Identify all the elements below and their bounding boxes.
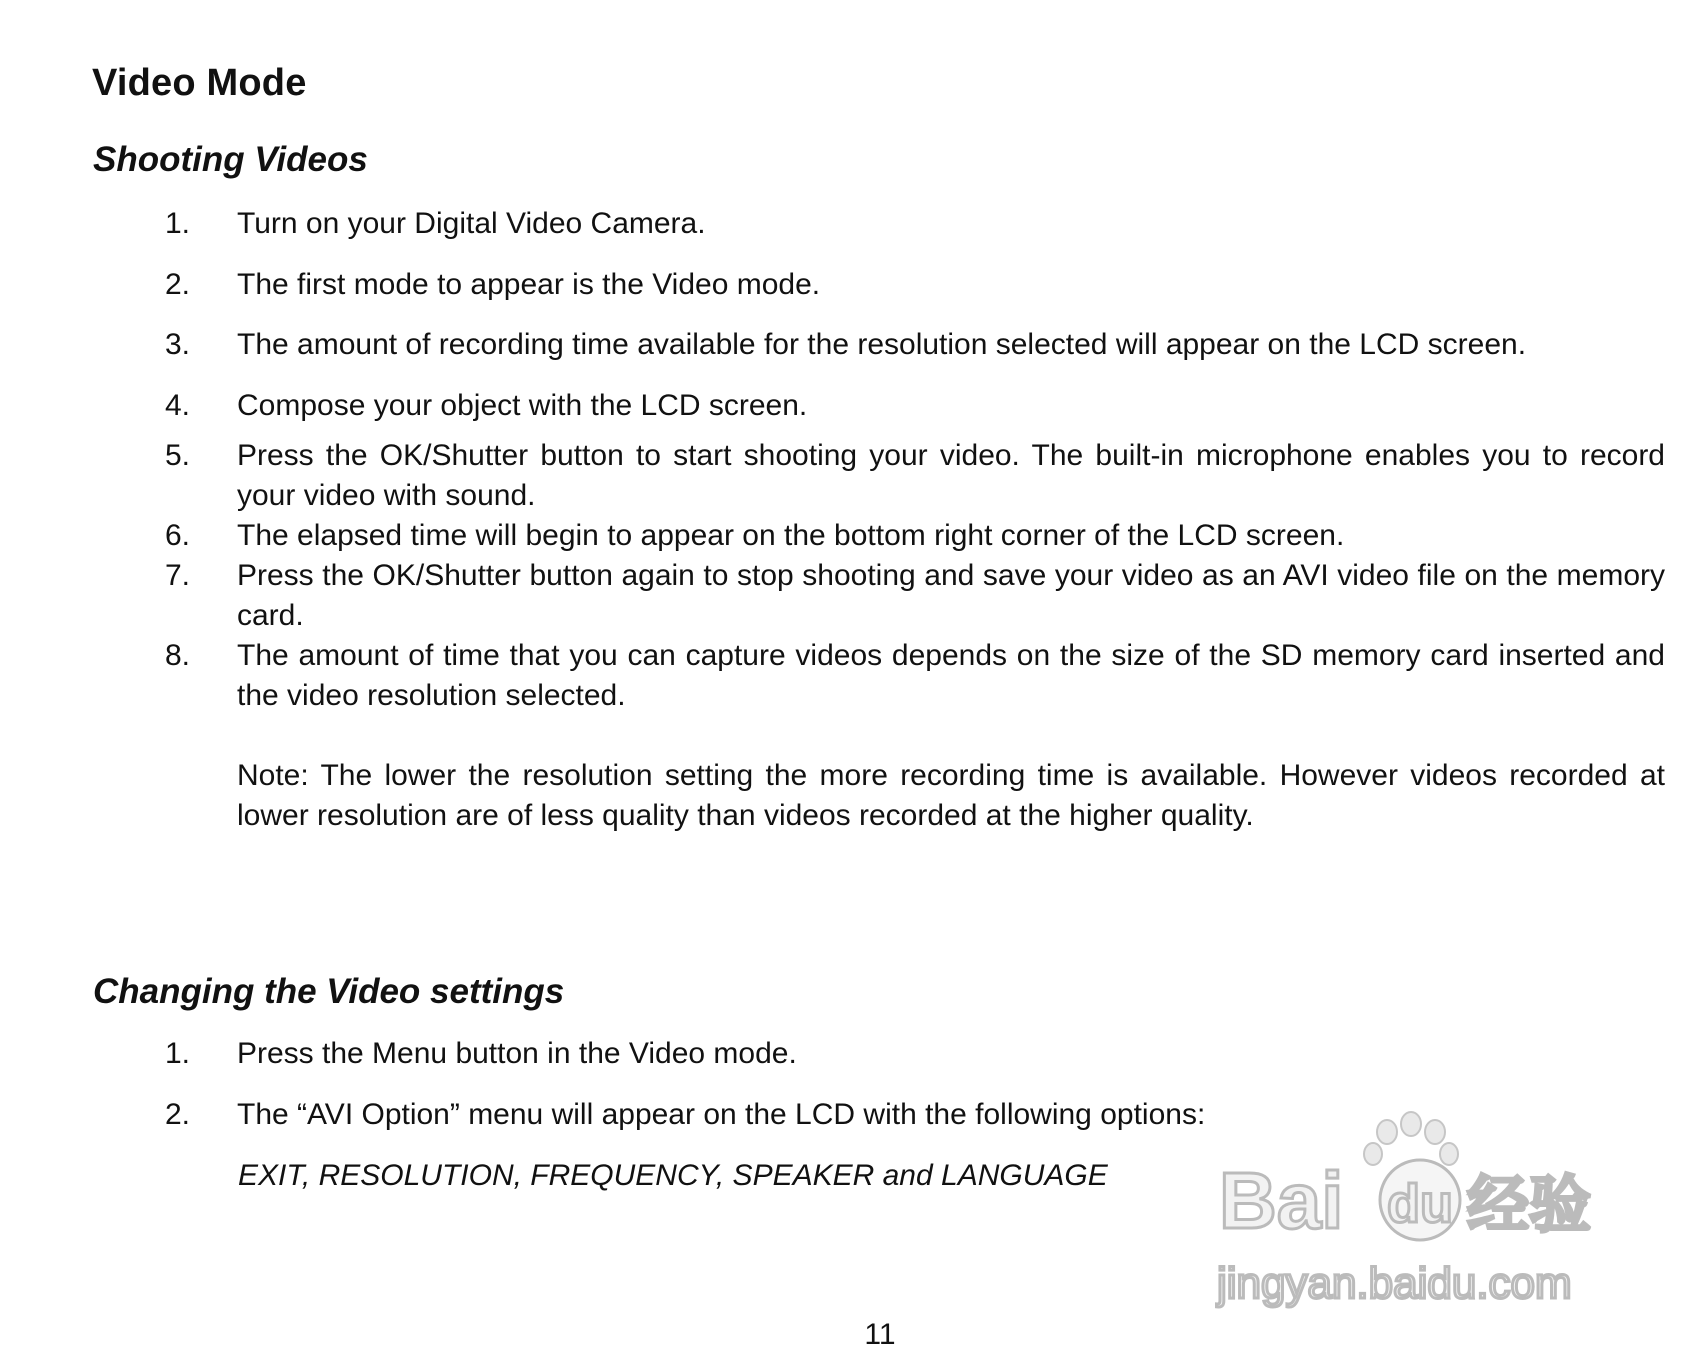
paw-icon xyxy=(1364,1112,1458,1165)
list-text: Press the OK/Shutter button again to stop shooting and save your video as an AVI video file on the memory card. xyxy=(237,559,1665,632)
list-number: 1. xyxy=(165,207,191,240)
list-text: The “AVI Option” menu will appear on the LCD with the following options: xyxy=(237,1098,1206,1131)
baidu-watermark-logo xyxy=(1215,1110,1620,1310)
list-text: Turn on your Digital Video Camera. xyxy=(237,207,706,240)
svg-text:Bai: Bai xyxy=(1219,1156,1344,1245)
list-text: The amount of time that you can capture videos depends on the size of the SD memory card inserted and the video resolution selected. xyxy=(237,639,1665,712)
list-number: 3. xyxy=(165,328,191,361)
svg-text:jingyan.baidu.com: jingyan.baidu.com xyxy=(1217,1259,1572,1308)
list-number: 1. xyxy=(165,1037,191,1070)
menu-options-list: EXIT, RESOLUTION, FREQUENCY, SPEAKER and LANGUAGE xyxy=(238,1159,1108,1192)
list-number: 7. xyxy=(165,559,191,592)
list-number: 8. xyxy=(165,639,191,672)
list-number: 2. xyxy=(165,1098,191,1131)
list-text: The amount of recording time available for the resolution selected will appear on the LCD screen. xyxy=(237,328,1527,361)
list-text: Compose your object with the LCD screen. xyxy=(237,389,808,422)
list-text: Press the Menu button in the Video mode. xyxy=(237,1037,797,1070)
page-number: 11 xyxy=(864,1318,896,1351)
page-title: Video Mode xyxy=(92,62,307,104)
list-number: 4. xyxy=(165,389,191,422)
section-heading-shooting-videos: Shooting Videos xyxy=(93,140,368,179)
list-text: Press the OK/Shutter button to start shooting your video. The built-in microphone enables you to record your video with sound. xyxy=(237,439,1665,512)
list-text: The first mode to appear is the Video mode. xyxy=(237,268,821,301)
list-number: 2. xyxy=(165,268,191,301)
list-number: 5. xyxy=(165,439,191,472)
svg-text:经验: 经验 xyxy=(1467,1171,1592,1240)
list-number: 6. xyxy=(165,519,191,552)
list-text: The elapsed time will begin to appear on the bottom right corner of the LCD screen. xyxy=(237,519,1345,552)
svg-text:du: du xyxy=(1387,1174,1453,1234)
note-paragraph: Note: The lower the resolution setting the more recording time is available. However videos recorded at lower resolution are of less quality than videos recorded at the higher quality. xyxy=(237,759,1665,832)
section-heading-changing-video-settings: Changing the Video settings xyxy=(93,972,565,1011)
